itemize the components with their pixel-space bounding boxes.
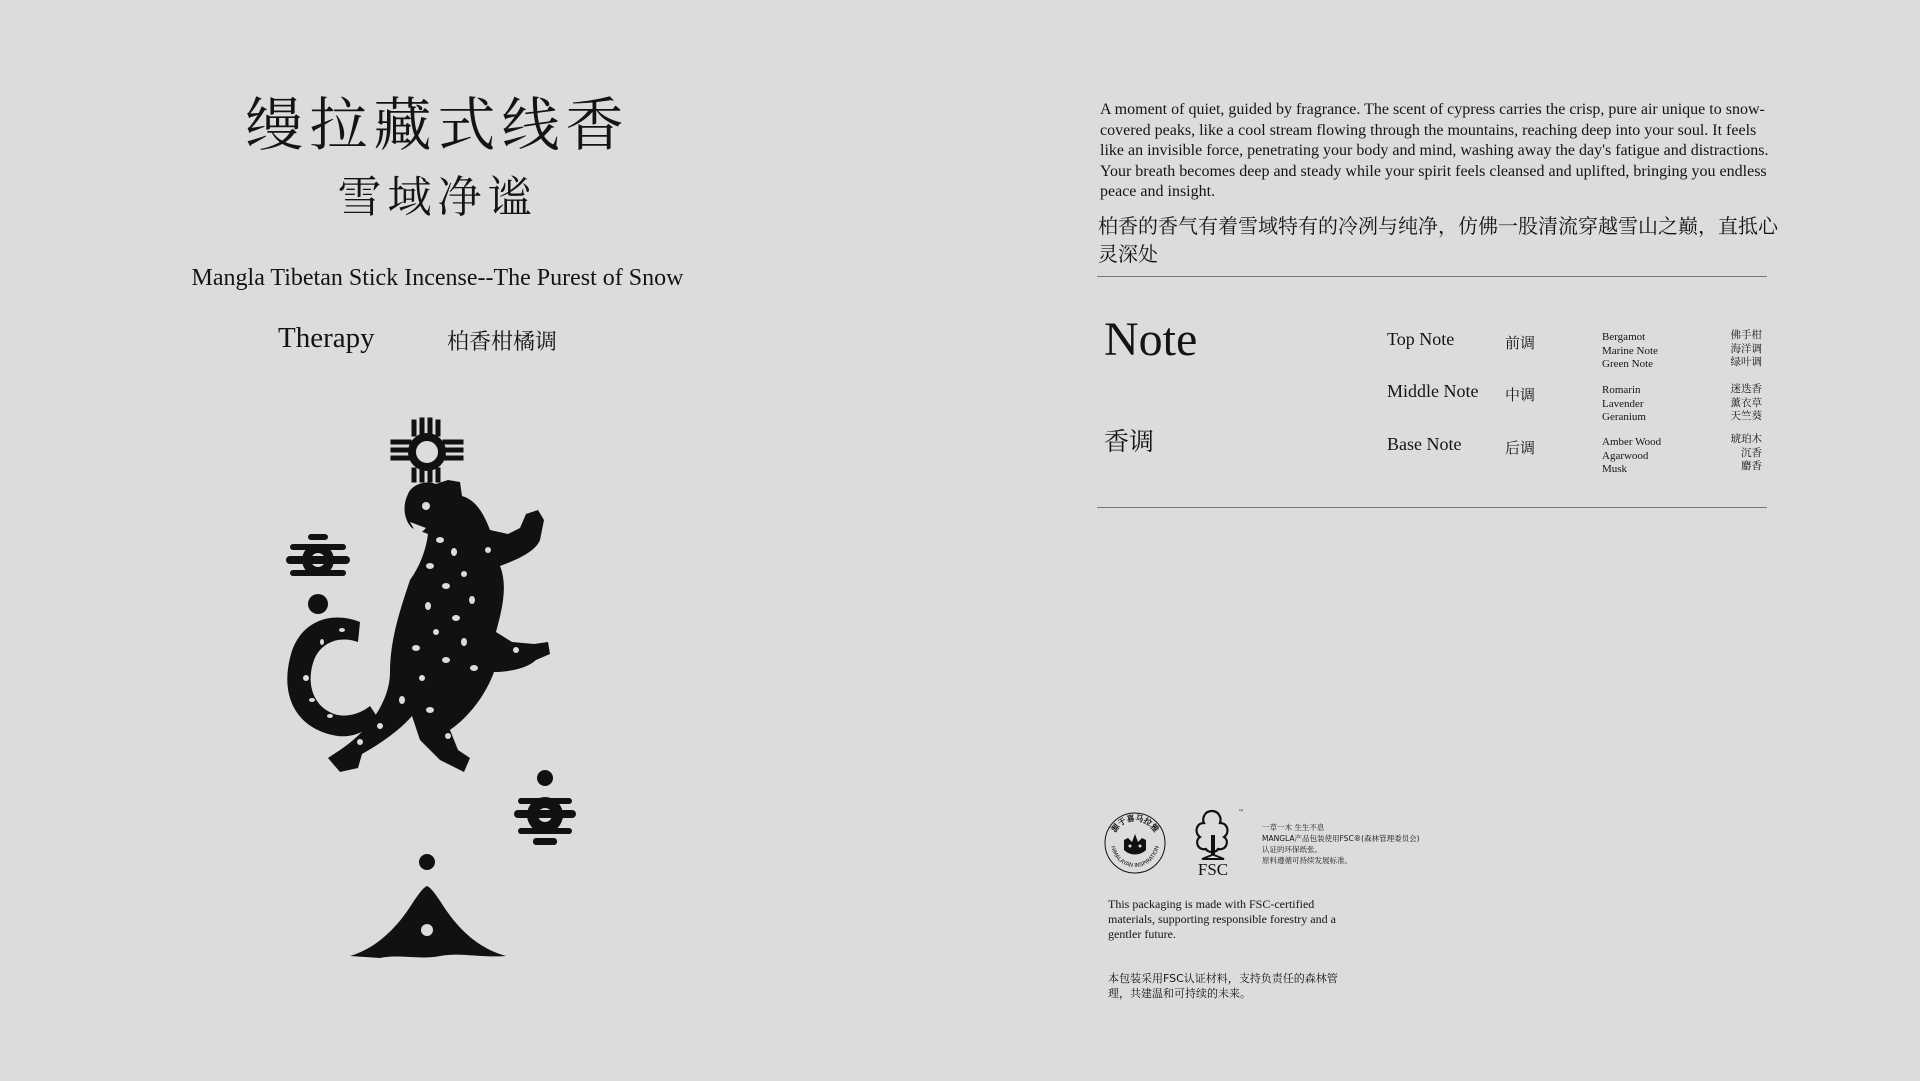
note-tier-label-en: Middle Note [1387,381,1479,401]
description-cn: 柏香的香气有着雪域特有的冷冽与纯净，仿佛一股清流穿越雪山之巅，直抵心灵深处 [1098,214,1778,266]
therapy-label-en: Therapy [278,322,375,354]
product-title-cn: 缦拉藏式线香 [245,91,630,159]
fsc-tree-logo [1184,805,1244,877]
note-tier-label-cn: 中调 [1505,386,1536,404]
description-en: A moment of quiet, guided by fragrance. The scent of cypress carries the crisp, pure air unique to snow-covered peaks, like a cool stream flowing through the mountains, reaching deep into your soul. It feels like an invisible force, penetrating your body and mind, washing away the day's fatigue and distractions. Your breath becomes deep and steady while your spirit feels cleansed and uplifted, bringing you endless peace and insight. [1100,101,1769,200]
note-tier-label-cn: 后调 [1505,439,1536,457]
fsc-statement: 一草一木 生生不息 MANGLA产品包装使用FSC®(森林管理委员会) 认证的环保纸张。 原料遵循可持续发展标准。 [1262,823,1420,865]
flower-ornament-icon [514,770,576,845]
product-subtitle-cn: 雪域净谧 [337,172,538,223]
snow-mountain-icon [350,854,506,958]
packaging-note-cn: 本包装采用FSC认证材料，支持负责任的森林管理，共建温和可持续的未来。 [1108,972,1338,1000]
svg-text:HIMALAYAN INSPIRATION: HIMALAYAN INSPIRATION [1109,845,1161,870]
divider [1097,507,1767,508]
ingredient-list-cn: 琥珀木 沉香 麝香 [1730,433,1762,472]
note-tier-label-en: Top Note [1387,329,1455,349]
flower-ornament-icon [286,534,350,614]
notes-heading-cn: 香调 [1104,427,1155,456]
svg-text:FSC: FSC [1197,860,1229,877]
svg-text:™: ™ [1238,809,1244,816]
himalayan-seal-logo [1104,812,1166,874]
divider [1097,276,1767,277]
ingredient-list-cn: 佛手柑 海洋调 绿叶调 [1730,329,1762,368]
packaging-note-en: This packaging is made with FSC-certified materials, supporting responsible forestry and a gentler future. [1108,897,1336,941]
ingredient-list-en: Romarin Lavender Geranium [1602,384,1646,423]
notes-heading-en: Note [1104,313,1198,366]
therapy-label-cn: 柏香柑橘调 [447,330,558,355]
note-tier-label-en: Base Note [1387,434,1462,454]
ingredient-list-en: Bergamot Marine Note Green Note [1602,331,1658,370]
snow-leopard-emblem [250,410,620,970]
note-tier-label-cn: 前调 [1505,334,1536,352]
ingredient-list-en: Amber Wood Agarwood Musk [1602,436,1662,475]
product-title-en: Mangla Tibetan Stick Incense--The Purest of Snow [191,265,684,291]
snow-leopard-illustration [287,480,550,772]
svg-text:源于喜马拉雅: 源于喜马拉雅 [1109,813,1161,835]
ingredient-list-cn: 迷迭香 薰衣草 天竺葵 [1730,383,1762,422]
